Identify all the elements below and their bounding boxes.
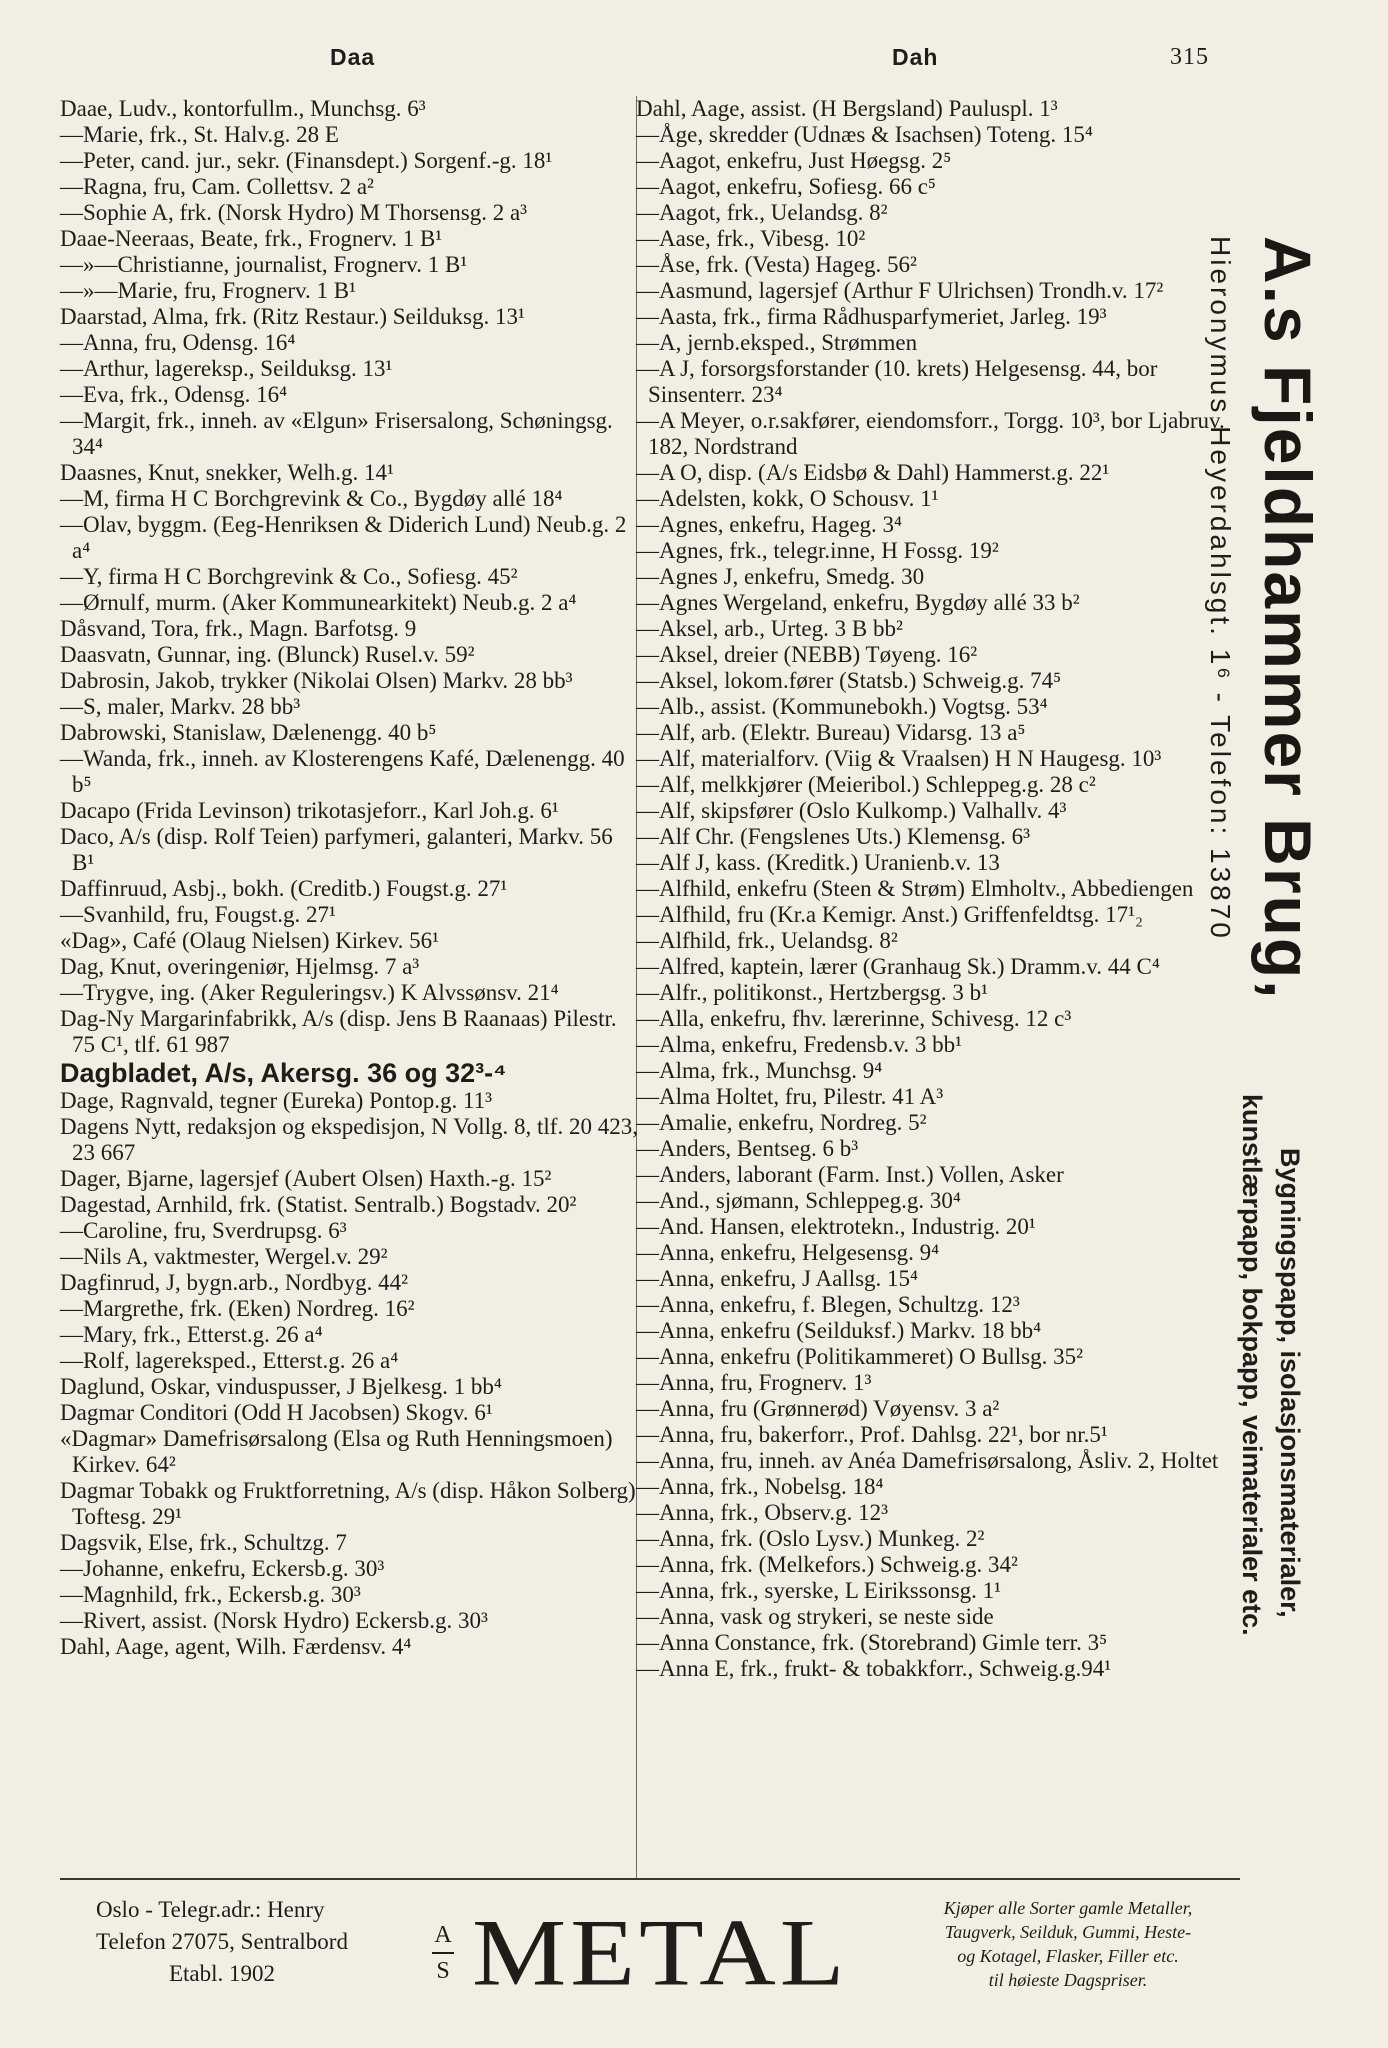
footer-notice-line4: til høieste Dagspriser. [988, 1970, 1148, 1990]
right-column-entry: —Alf, arb. (Elektr. Bureau) Vidarsg. 13 a⁵ [636, 720, 1026, 745]
left-column-entry: Dåsvand, Tora, frk., Magn. Barfotsg. 9 [60, 616, 417, 641]
right-column-entry: —Agnes, frk., telegr.inne, H Fossg. 19² [636, 538, 999, 563]
side-ad-brand: A.s Fjeldhammer Brug, [1251, 236, 1325, 1001]
footer-as-bar [432, 1952, 454, 1954]
left-column-entry: Dagfinrud, J, bygn.arb., Nordbyg. 44² [60, 1270, 409, 1295]
left-column-entry: —Anna, fru, Odensg. 16⁴ [60, 330, 296, 355]
footer-notice-line1: Kjøper alle Sorter gamle Metaller, [943, 1898, 1193, 1918]
left-column-entry: —»—Christianne, journalist, Frognerv. 1 B¹ [60, 252, 468, 277]
right-column-entry: —A J, forsorgsforstander (10. krets) Helgesensg. 44, bor Sinsenterr. 23⁴ [636, 356, 1158, 407]
left-column-entry: «Dagmar» Damefrisørsalong (Elsa og Ruth Henningsmoen) Kirkev. 64² [60, 1426, 613, 1477]
right-column-entry: —And. Hansen, elektrotekn., Industrig. 20¹ [636, 1214, 1036, 1239]
left-column-entry: Daco, A/s (disp. Rolf Teien) parfymeri, galanteri, Markv. 56 B¹ [60, 824, 613, 875]
left-column [60, 96, 640, 1660]
left-column-entry: —Peter, cand. jur., sekr. (Finansdept.) Sorgenf.-g. 18¹ [60, 148, 553, 173]
footer-telegraph: Oslo - Telegr.adr.: Henry [96, 1897, 325, 1922]
left-column-entry: Daasnes, Knut, snekker, Welh.g. 14¹ [60, 460, 394, 485]
side-ad-products-line2: kunstlærpapp, bokpapp, veimaterialer etc. [1237, 1094, 1267, 1636]
left-column-entry: Daasvatn, Gunnar, ing. (Blunck) Rusel.v. 59² [60, 642, 475, 667]
right-column-entry: —Anna, frk. (Oslo Lysv.) Munkeg. 2² [636, 1526, 985, 1551]
left-column-entry: Dagmar Tobakk og Fruktforretning, A/s (disp. Håkon Solberg) Toftesg. 29¹ [60, 1478, 636, 1529]
footer-notice-line3: og Kotagel, Flasker, Filler etc. [957, 1946, 1179, 1966]
right-column-entry: —Anna, fru, bakerforr., Prof. Dahlsg. 22¹, bor nr.5¹ [636, 1422, 1108, 1447]
left-column-entry: —Magnhild, frk., Eckersb.g. 30³ [60, 1582, 361, 1607]
left-column-entry: —Rolf, lagereksped., Etterst.g. 26 a⁴ [60, 1348, 399, 1373]
right-column-entry: —Anna, fru, inneh. av Anéa Damefrisørsalong, Åsliv. 2, Holtet [636, 1448, 1219, 1473]
right-column-entry: —Anna, frk., Observ.g. 12³ [636, 1500, 888, 1525]
left-column-entry: Dacapo (Frida Levinson) trikotasjeforr., Karl Joh.g. 6¹ [60, 798, 559, 823]
left-column-entry: —Ragna, fru, Cam. Collettsv. 2 a² [60, 174, 374, 199]
right-column-entry: —Alfhild, fru (Kr.a Kemigr. Anst.) Griffenfeldtsg. 17¹₂ [636, 902, 1143, 927]
left-column-entry: Dage, Ragnvald, tegner (Eureka) Pontop.g. 11³ [60, 1088, 493, 1113]
footer-as-mark [428, 1920, 458, 1986]
right-column-entry: —Alfr., politikonst., Hertzbergsg. 3 b¹ [636, 980, 989, 1005]
page-number: 315 [1170, 44, 1209, 70]
right-column-entry: —Alma, enkefru, Fredensb.v. 3 bb¹ [636, 1032, 963, 1057]
header-right-keyword: Dah [892, 44, 939, 70]
left-column-entry: Daae-Neeraas, Beate, frk., Frognerv. 1 B¹ [60, 226, 443, 251]
right-column-entry: —A, jernb.eksped., Strømmen [636, 330, 918, 355]
left-column-entry: —Rivert, assist. (Norsk Hydro) Eckersb.g. 30³ [60, 1608, 488, 1633]
right-column-entry: —Aase, frk., Vibesg. 10² [636, 226, 866, 251]
left-column-entry: Daarstad, Alma, frk. (Ritz Restaur.) Seilduksg. 13¹ [60, 304, 525, 329]
footer-as-top: A [434, 1922, 452, 1948]
right-column-entry: —Anna, frk. (Melkefors.) Schweig.g. 34² [636, 1552, 1018, 1577]
footer-established: Etabl. 1902 [168, 1961, 275, 1986]
right-column-entry: —Anna, enkefru, Helgesensg. 9⁴ [636, 1240, 940, 1265]
right-column-entry: —Agnes J, enkefru, Smedg. 30 [636, 564, 925, 589]
right-column-entry: —Anna, vask og strykeri, se neste side [636, 1604, 994, 1629]
right-column-entry: —Agnes, enkefru, Hageg. 3⁴ [636, 512, 903, 537]
right-column-entry: —Anna, enkefru, J Aallsg. 15⁴ [636, 1266, 919, 1291]
right-column-entry: —Aagot, frk., Uelandsg. 8² [636, 200, 888, 225]
right-column-entry: —Anna, frk., Nobelsg. 18⁴ [636, 1474, 884, 1499]
left-column-entry: Dager, Bjarne, lagersjef (Aubert Olsen) Haxth.-g. 15² [60, 1166, 552, 1191]
left-column-entry: —Margrethe, frk. (Eken) Nordreg. 16² [60, 1296, 415, 1321]
left-column-entry: —Svanhild, fru, Fougst.g. 27¹ [60, 902, 336, 927]
left-column-entry: —Eva, frk., Odensg. 16⁴ [60, 382, 288, 407]
footer-notice-line2: Taugverk, Seilduk, Gummi, Heste- [944, 1922, 1192, 1942]
left-column-entry: —Y, firma H C Borchgrevink & Co., Sofiesg. 45² [60, 564, 518, 589]
right-column-entry: —Aasmund, lagersjef (Arthur F Ulrichsen) Trondh.v. 17² [636, 278, 1164, 303]
left-column-entry: —Caroline, fru, Sverdrupsg. 6³ [60, 1218, 347, 1243]
header-left-keyword: Daa [330, 44, 376, 70]
right-column-entry: —Anna, fru, Frognerv. 1³ [636, 1370, 872, 1395]
right-column-entry: —Alma, frk., Munchsg. 9⁴ [636, 1058, 883, 1083]
right-column-entry: —Aksel, dreier (NEBB) Tøyeng. 16² [636, 642, 978, 667]
side-ad-address: Hieronymus Heyerdahlsgt. 1⁶ - Telefon: 13870 [1205, 236, 1236, 941]
right-column-entry: —Anna E, frk., frukt- & tobakkforr., Schweig.g.94¹ [636, 1656, 1112, 1681]
left-column-entry: Daglund, Oskar, vinduspusser, J Bjelkesg. 1 bb⁴ [60, 1374, 502, 1399]
right-column-entry: —Anna, frk., syerske, L Eirikssonsg. 1¹ [636, 1578, 1002, 1603]
left-column-entry: Dagmar Conditori (Odd H Jacobsen) Skogv. 6¹ [60, 1400, 493, 1425]
right-column-entry: —A O, disp. (A/s Eidsbø & Dahl) Hammerst.g. 22¹ [636, 460, 1110, 485]
right-column-entry: —Alma Holtet, fru, Pilestr. 41 A³ [636, 1084, 944, 1109]
left-column-entry: —Nils A, vaktmester, Wergel.v. 29² [60, 1244, 388, 1269]
footer-buying-notice [918, 1896, 1218, 1992]
left-column-entry: —Ørnulf, murm. (Aker Kommunearkitekt) Neub.g. 2 a⁴ [60, 590, 577, 615]
left-column-entry: Dagens Nytt, redaksjon og ekspedisjon, N Vollg. 8, tlf. 20 423, 23 667 [60, 1114, 638, 1165]
footer-contact [96, 1894, 348, 1990]
left-column-entry: Dag, Knut, overingeniør, Hjelmsg. 7 a³ [60, 954, 420, 979]
right-column-entry: —Åse, frk. (Vesta) Hageg. 56² [636, 252, 917, 277]
right-column-entry: —Alf J, kass. (Kreditk.) Uranienb.v. 13 [636, 850, 1000, 875]
right-column [636, 96, 1240, 1682]
left-column-entry: —S, maler, Markv. 28 bb³ [60, 694, 301, 719]
right-column-entry: —Agnes Wergeland, enkefru, Bygdøy allé 33 b² [636, 590, 1080, 615]
left-column-entry: —Mary, frk., Etterst.g. 26 a⁴ [60, 1322, 323, 1347]
right-column-entry: —Anders, Bentseg. 6 b³ [636, 1136, 859, 1161]
right-column-entry: —Alf, skipsfører (Oslo Kulkomp.) Valhallv. 4³ [636, 798, 1067, 823]
footer-wordmark: METAL [472, 1899, 849, 2006]
right-column-entry: —Alfred, kaptein, lærer (Granhaug Sk.) Dramm.v. 44 C⁴ [636, 954, 1160, 979]
footer-as-bottom: S [436, 1958, 450, 1984]
right-column-entry: —Adelsten, kokk, O Schousv. 1¹ [636, 486, 939, 511]
right-column-entry: —Anna, enkefru (Seilduksf.) Markv. 18 bb⁴ [636, 1318, 1042, 1343]
right-column-entry: —Alb., assist. (Kommunebokh.) Vogtsg. 53⁴ [636, 694, 1048, 719]
right-column-entry: —Amalie, enkefru, Nordreg. 5² [636, 1110, 927, 1135]
right-column-entry: —Aksel, arb., Urteg. 3 B bb² [636, 616, 903, 641]
left-column-entry: Dahl, Aage, agent, Wilh. Færdensv. 4⁴ [60, 1634, 412, 1659]
left-column-entry: —Marie, frk., St. Halv.g. 28 E [60, 122, 339, 147]
side-ad-products-line1: Bygningspapp, isolasjonsmaterialer, [1275, 1148, 1305, 1618]
left-column-entry: —Arthur, lagereksp., Seilduksg. 13¹ [60, 356, 393, 381]
right-column-entry: —Anna, enkefru, f. Blegen, Schultzg. 12³ [636, 1292, 1020, 1317]
right-column-entry: —Alf, melkkjører (Meieribol.) Schleppeg.g. 28 c² [636, 772, 1096, 797]
left-column-entry: —Johanne, enkefru, Eckersb.g. 30³ [60, 1556, 385, 1581]
left-column-entry: —Trygve, ing. (Aker Reguleringsv.) K Alvssønsv. 21⁴ [60, 980, 559, 1005]
right-column-entry: —Aagot, enkefru, Sofiesg. 66 c⁵ [636, 174, 936, 199]
right-column-entry: —Aksel, lokom.fører (Statsb.) Schweig.g. 74⁵ [636, 668, 1062, 693]
right-column-entry: —Anna, enkefru (Politikammeret) O Bullsg. 35² [636, 1344, 1084, 1369]
footer-divider [60, 1878, 1240, 1880]
left-column-entry: «Dag», Café (Olaug Nielsen) Kirkev. 56¹ [60, 928, 440, 953]
left-column-entry: —»—Marie, fru, Frognerv. 1 B¹ [60, 278, 357, 303]
right-column-entry: —Anna Constance, frk. (Storebrand) Gimle terr. 3⁵ [636, 1630, 1108, 1655]
left-column-entry: Dagsvik, Else, frk., Schultzg. 7 [60, 1530, 347, 1555]
footer-telephone: Telefon 27075, Sentralbord [96, 1929, 348, 1954]
left-column-entry: —Wanda, frk., inneh. av Klosterengens Kafé, Dælenengg. 40 b⁵ [60, 746, 625, 797]
right-column-entry: —Alfhild, frk., Uelandsg. 8² [636, 928, 898, 953]
left-column-entry: Dabrowski, Stanislaw, Dælenengg. 40 b⁵ [60, 720, 437, 745]
left-column-entry: Dag-Ny Margarinfabrikk, A/s (disp. Jens B Raanaas) Pilestr. 75 C¹, tlf. 61 987 [60, 1006, 617, 1057]
left-column-entry: Daae, Ludv., kontorfullm., Munchsg. 6³ [60, 96, 426, 121]
left-column-entry: Dabrosin, Jakob, trykker (Nikolai Olsen) Markv. 28 bb³ [60, 668, 573, 693]
left-column-entry: Dagbladet, A/s, Akersg. 36 og 32³-⁴ [60, 1058, 507, 1088]
right-column-entry: —And., sjømann, Schleppeg.g. 30⁴ [636, 1188, 961, 1213]
right-column-entry: —Alf, materialforv. (Viig & Vraalsen) H N Haugesg. 10³ [636, 746, 1162, 771]
right-column-entry: —Alf Chr. (Fengslenes Uts.) Klemensg. 6³ [636, 824, 1031, 849]
right-column-entry: —Anna, fru (Grønnerød) Vøyensv. 3 a² [636, 1396, 1000, 1421]
left-column-entry: Daffinruud, Asbj., bokh. (Creditb.) Fougst.g. 27¹ [60, 876, 508, 901]
left-column-entry: —M, firma H C Borchgrevink & Co., Bygdøy allé 18⁴ [60, 486, 563, 511]
right-column-entry: —Aasta, frk., firma Rådhusparfymeriet, Jarleg. 19³ [636, 304, 1107, 329]
right-column-entry: —Alla, enkefru, fhv. lærerinne, Schivesg. 12 c³ [636, 1006, 1072, 1031]
right-column-entry: —Anders, laborant (Farm. Inst.) Vollen, Asker [636, 1162, 1064, 1187]
right-column-entry: —A Meyer, o.r.sakfører, eiendomsforr., Torgg. 10³, bor Ljabruv. 182, Nordstrand [636, 408, 1225, 459]
left-column-entry: —Olav, byggm. (Eeg-Henriksen & Diderich Lund) Neub.g. 2 a⁴ [60, 512, 627, 563]
left-column-entry: Dagestad, Arnhild, frk. (Statist. Sentralb.) Bogstadv. 20² [60, 1192, 577, 1217]
left-column-entry: —Margit, frk., inneh. av «Elgun» Frisersalong, Schøningsg. 34⁴ [60, 408, 613, 459]
right-column-entry: —Åge, skredder (Udnæs & Isachsen) Toteng. 15⁴ [636, 122, 1093, 147]
left-column-entry: —Sophie A, frk. (Norsk Hydro) M Thorsensg. 2 a³ [60, 200, 528, 225]
right-column-entry: —Alfhild, enkefru (Steen & Strøm) Elmholtv., Abbediengen [636, 876, 1194, 901]
right-column-entry: Dahl, Aage, assist. (H Bergsland) Pauluspl. 1³ [636, 96, 1058, 121]
right-column-entry: —Aagot, enkefru, Just Høegsg. 2⁵ [636, 148, 952, 173]
